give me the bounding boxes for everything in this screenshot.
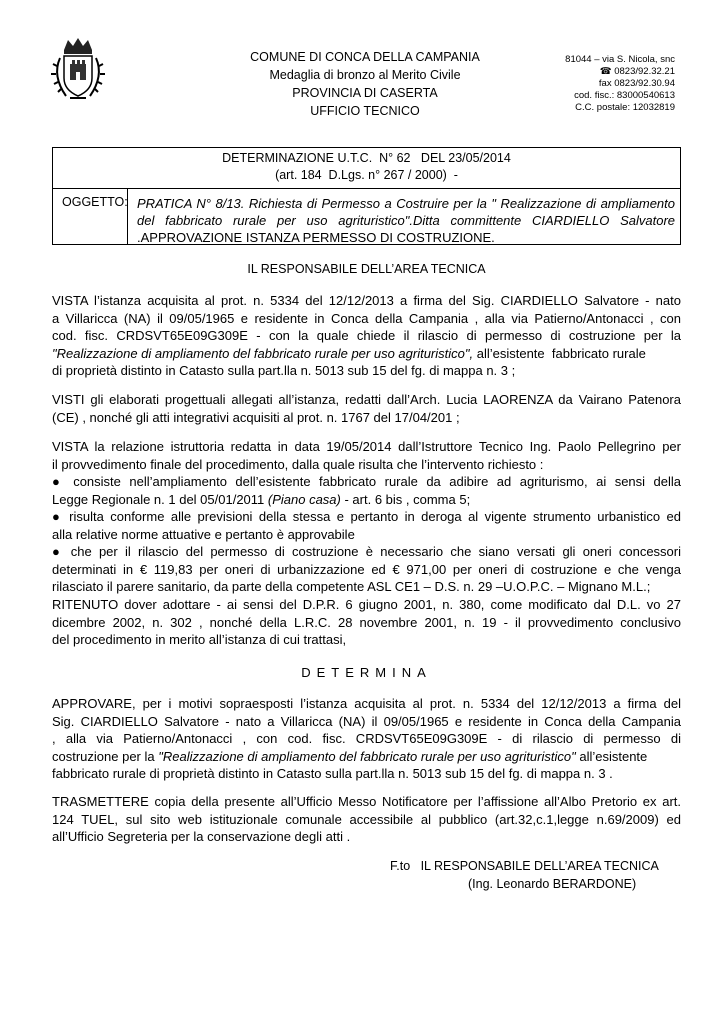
bullet-line: ● consiste nell’ampliamento dell’esistente fabbricato rurale da adibire ad agriturismo, ai sensi della [52, 474, 681, 489]
bullet-line: ● che per il rilascio del permesso di costruzione è necessario che siano versati gli oneri concessori [52, 544, 681, 559]
subject-label: OGGETTO: [53, 189, 128, 244]
signature-block [390, 857, 659, 893]
determination-box [52, 147, 681, 189]
subject-line-1: PRATICA N° 8/13. Richiesta di Permesso a Costruire per la " Realizzazione di ampliamento [137, 196, 675, 211]
section-title: IL RESPONSABILE DELL’AREA TECNICA [247, 262, 486, 276]
signature-name: (Ing. Leonardo BERARDONE) [468, 877, 637, 891]
text-line: di proprietà distinto in Catasto sulla part.lla n. 5013 sub 15 del fg. di mappa n. 3 ; [52, 363, 516, 378]
fax: fax 0823/92.30.94 [598, 78, 675, 89]
contact-block [520, 54, 675, 114]
text-line: all’Ufficio Segreteria per la conservazione degli atti . [52, 829, 351, 844]
letterhead [200, 48, 530, 120]
paragraph-trasmettere [52, 793, 681, 846]
text-fragment: costruzione per la [52, 748, 159, 764]
text-line: VISTA la relazione istruttoria redatta in data 19/05/2014 dall’Istruttore Tecnico Ing. Paolo Pellegrino per [52, 439, 681, 454]
text-line [52, 345, 681, 363]
text-fragment: all’esistente fabbricato rurale [473, 345, 646, 361]
text-fragment: all’esistente [575, 748, 648, 764]
text-fragment: - art. 6 bis , comma 5; [340, 491, 471, 507]
paragraph-vista-istanza [52, 292, 681, 380]
subject-text [137, 195, 675, 246]
italic-text: "Realizzazione di ampliamento del fabbricato rurale per uso agrituristico" [158, 748, 576, 764]
address: 81044 – via S. Nicola, snc [565, 54, 675, 65]
paragraph-visti-elaborati [52, 391, 681, 426]
text-line: 124 TUEL, sul sito web istituzionale comunale accessibile al pubblico (art.32,c.1,legge n.69/2009) ed [52, 811, 681, 827]
subject-line-2: del fabbricato rurale per uso agrituristico".Ditta committente CIARDIELLO Salvatore [137, 213, 675, 228]
text-line: RITENUTO dover adottare - ai sensi del D.P.R. 6 giugno 2001, n. 380, come modificato dal D.L. vo 27 [52, 597, 681, 612]
text-line: dicembre 2002, n. 302 , nonché della L.R.C. 28 novembre 2001, n. 19 - il provvedimento conclusivo [52, 614, 681, 630]
subject-box [52, 188, 681, 245]
text-line: il provvedimento finale del procedimento, dalla quale risulta che l’intervento richiesto : [52, 456, 544, 472]
paragraph-vista-relazione [52, 438, 681, 596]
determination-number: DETERMINAZIONE U.T.C. N° 62 DEL 23/05/2014 [222, 151, 511, 165]
text-line: Sig. CIARDIELLO Salvatore - nato a Villaricca (NA) il 09/05/1965 e residente in Conca della Campania [52, 713, 681, 729]
text-line: a Villaricca (NA) il 09/05/1965 e residente in Conca della Campania , alla via Patierno/Antonacci , con [52, 310, 681, 326]
subject-line-3: .APPROVAZIONE ISTANZA PERMESSO DI COSTRUZIONE. [137, 230, 495, 245]
municipal-crest [48, 36, 108, 104]
text-line [52, 748, 681, 766]
bullet-line: ● risulta conforme alle previsioni della stessa e pertanto in deroga al vigente strumento urbanistico ed [52, 509, 681, 524]
text-line: APPROVARE, per i motivi sopraesposti l’istanza acquisita al prot. n. 5334 del 12/12/2013 a firma del [52, 696, 681, 711]
determination-reference: (art. 184 D.Lgs. n° 267 / 2000) - [275, 168, 458, 182]
text-fragment: Legge Regionale n. 1 del 05/01/2011 [52, 491, 268, 507]
province-name: PROVINCIA DI CASERTA [292, 86, 438, 100]
text-line: cod. fisc. CRDSVT65E09G309E - con la quale chiede il rilascio di permesso di costruzione per la [52, 328, 681, 343]
text-line: rilasciato il parere sanitario, da parte della competente ASL CE1 – D.S. n. 29 –U.O.P.C. – Mignano M.L.; [52, 579, 651, 594]
text-line: VISTI gli elaborati progettuali allegati all’istanza, redatti dall’Arch. Lucia LAORENZA da Vairano Patenora [52, 392, 681, 407]
municipality-name: COMUNE DI CONCA DELLA CAMPANIA [250, 50, 480, 64]
determina-heading: DETERMINA [301, 665, 432, 680]
text-line [52, 491, 681, 509]
text-line: alla relative norme attuative e pertanto è approvabile [52, 526, 355, 542]
text-line: VISTA l’istanza acquisita al prot. n. 5334 del 12/12/2013 a firma del Sig. CIARDIELLO Salvatore - nato [52, 293, 681, 308]
tax-code: cod. fisc.: 83000540613 [574, 90, 675, 101]
office-name: UFFICIO TECNICO [310, 104, 420, 118]
postal-account: C.C. postale: 12032819 [575, 102, 675, 113]
text-line: fabbricato rurale di proprietà distinto in Catasto sulla part.lla n. 5013 sub 15 del fg. di mappa n. 3 . [52, 766, 613, 781]
text-line: determinati in € 119,83 per oneri di urbanizzazione ed € 971,00 per oneri di costruzione e che venga [52, 561, 681, 577]
text-line: (CE) , nonché gli atti integrativi acquisiti al prot. n. 1767 del 17/04/201 ; [52, 409, 460, 425]
phone: ☎ 0823/92.32.21 [599, 66, 675, 77]
text-line: , alla via Patierno/Antonacci , con cod. fisc. CRDSVT65E09G309E - di rilascio di permesso di [52, 731, 681, 746]
signature-title: F.to IL RESPONSABILE DELL’AREA TECNICA [390, 859, 659, 873]
text-line: del procedimento in merito all’istanza di cui trattasi, [52, 632, 347, 647]
medal-line: Medaglia di bronzo al Merito Civile [269, 68, 461, 82]
paragraph-approvare [52, 695, 681, 783]
italic-text: (Piano casa) [267, 491, 341, 507]
paragraph-ritenuto [52, 596, 681, 649]
text-line: TRASMETTERE copia della presente all’Ufficio Messo Notificatore per l’affissione all’Albo Pretorio ex art. [52, 794, 681, 809]
italic-text: "Realizzazione di ampliamento del fabbricato rurale per uso agrituristico", [52, 345, 474, 361]
